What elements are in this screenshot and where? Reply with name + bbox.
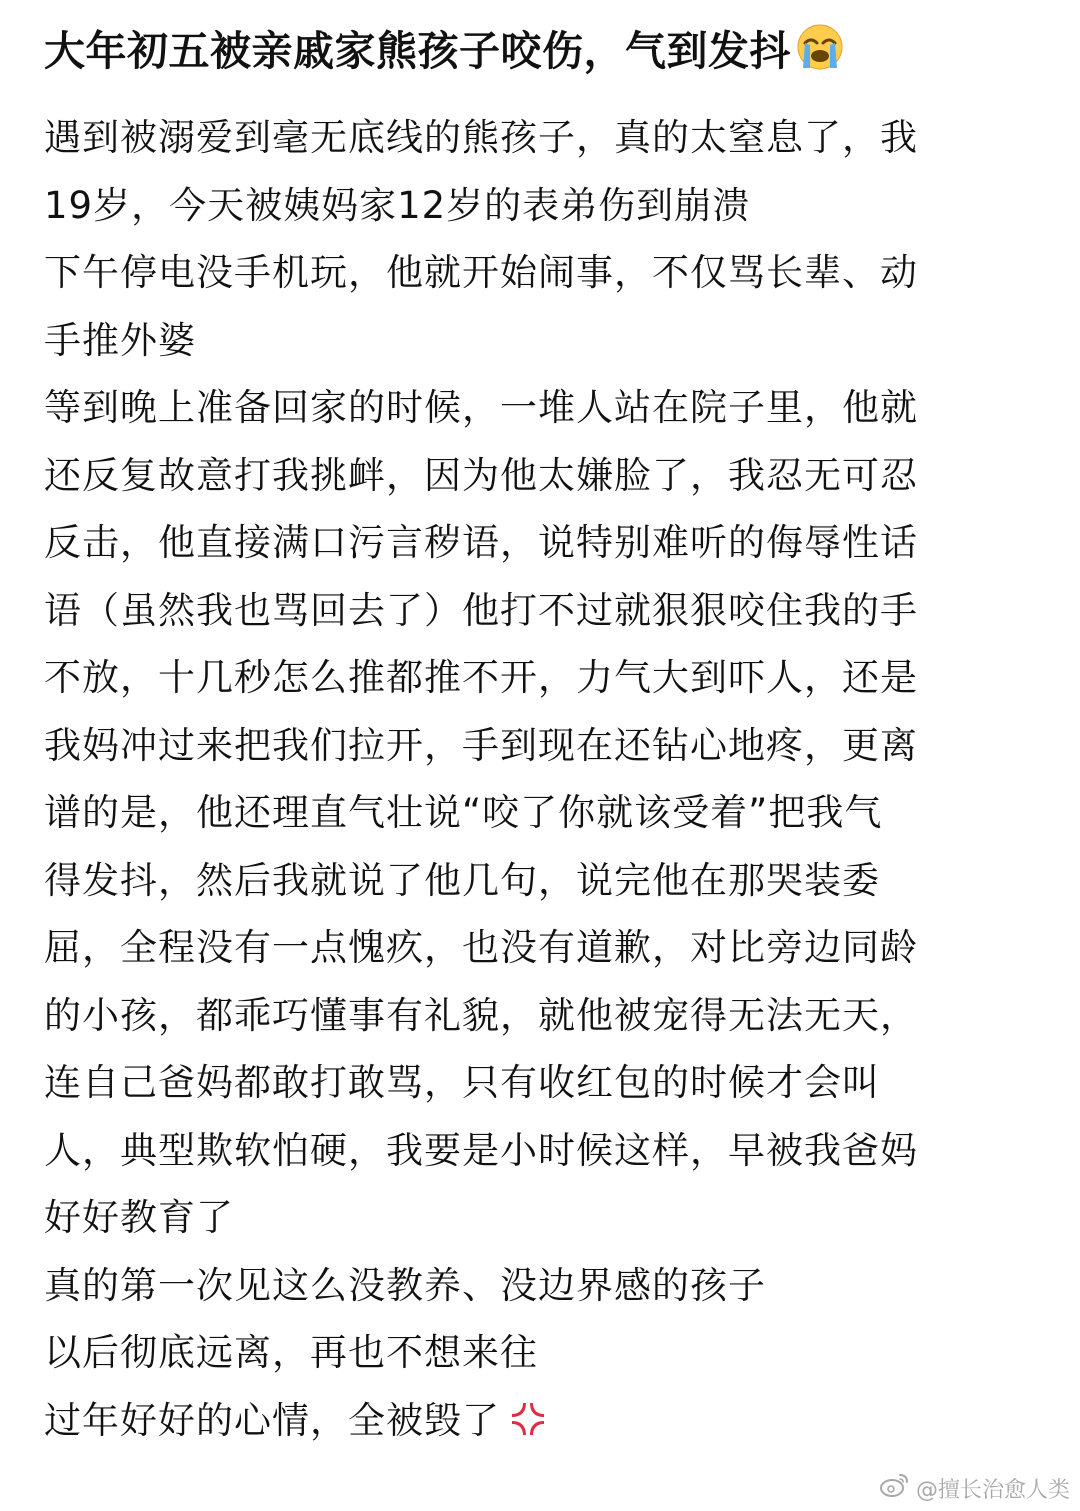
body-line: 屈，全程没有一点愧疚，也没有道歉，对比旁边同龄 <box>44 926 918 969</box>
loudly-crying-face-icon <box>795 22 845 89</box>
body-line: 真的第一次见这么没教养、没边界感的孩子 <box>44 1263 766 1307</box>
body-line: 还反复故意打我挑衅，因为他太嫌脸了，我忍无可忍 <box>44 453 918 497</box>
body-line: 语（虽然我也骂回去了）他打不过就狠狠咬住我的手 <box>44 588 918 632</box>
body-line: 不放，十几秒怎么推都推不开，力气大到吓人，还是 <box>44 656 918 699</box>
body-line: 手推外婆 <box>44 318 196 362</box>
body-line: 好好教育了 <box>44 1196 234 1239</box>
body-line: 反击，他直接满口污言秽语，说特别难听的侮辱性话 <box>44 521 918 564</box>
body-line: 人，典型欺软怕硬，我要是小时候这样，早被我爸妈 <box>44 1128 918 1172</box>
body-line-last <box>44 1387 1029 1455</box>
body-line: 我妈冲过来把我们拉开，手到现在还钻心地疼，更离 <box>44 723 918 767</box>
watermark-text: @擅长治愈人类 <box>915 1477 1070 1503</box>
post-title <box>44 20 1044 89</box>
body-line: 的小孩，都乖巧懂事有礼貌，就他被宠得无法无天， <box>44 993 918 1037</box>
post-body <box>44 104 1029 1454</box>
body-line: 遇到被溺爱到毫无底线的熊孩子，真的太窒息了，我 <box>44 116 918 159</box>
body-line: 得发抖，然后我就说了他几句，说完他在那哭装委 <box>44 858 880 902</box>
body-line: 下午停电没手机玩，他就开始闹事，不仅骂长辈、动 <box>44 251 918 294</box>
body-line: 等到晚上准备回家的时候，一堆人站在院子里，他就 <box>44 386 918 429</box>
post-title-text: 大年初五被亲戚家熊孩子咬伤，气到发抖 <box>44 27 791 75</box>
body-line: 以后彻底远离，再也不想来往 <box>44 1331 538 1374</box>
anger-symbol-icon <box>508 1393 548 1461</box>
body-line: 谱的是，他还理直气壮说“咬了你就该受着”把我气 <box>44 791 883 834</box>
watermark <box>880 1471 1070 1505</box>
weibo-logo-icon <box>880 1472 910 1504</box>
body-line: 19岁，今天被姨妈家12岁的表弟伤到崩溃 <box>44 183 751 227</box>
body-line-last-text: 过年好好的心情，全被毁了 <box>44 1398 500 1442</box>
body-line: 连自己爸妈都敢打敢骂，只有收红包的时候才会叫 <box>44 1061 880 1104</box>
